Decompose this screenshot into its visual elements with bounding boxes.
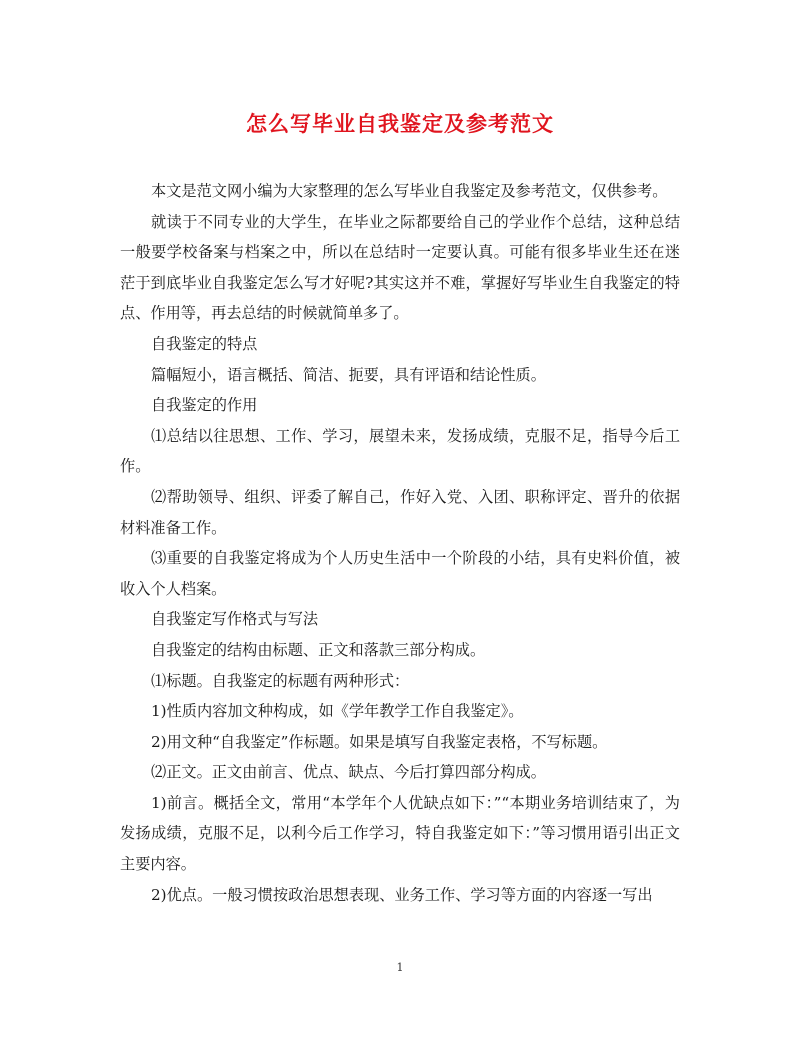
- paragraph-body-parts: ⑵正文。正文由前言、优点、缺点、今后打算四部分构成。: [151, 763, 546, 782]
- document-body: [120, 176, 680, 910]
- paragraph-title-form-1: 1)性质内容加文种构成，如《学年教学工作自我鉴定》。: [151, 702, 524, 721]
- paragraph-preface: 1)前言。概括全文，常用“本学年个人优缺点如下：”“本期业务培训结束了，为发扬成绩，克服不足，以利今后工作学习，特自我鉴定如下：”等习惯用语引出正文主要内容。: [120, 793, 680, 874]
- page-number: 1: [396, 961, 404, 974]
- paragraph-background: 就读于不同专业的大学生，在毕业之际都要给自己的学业作个总结，这种总结一般要学校备案与档案之中，所以在总结时一定要认真。可能有很多毕业生还在迷茫于到底毕业自我鉴定怎么写才好呢?其实这并不难，掌握好写毕业生自我鉴定的特点、作用等，再去总结的时候就简单多了。: [120, 212, 680, 323]
- paragraph-intro: 本文是范文网小编为大家整理的怎么写毕业自我鉴定及参考范文，仅供参考。: [151, 182, 668, 200]
- paragraph-strengths: 2)优点。一般习惯按政治思想表现、业务工作、学习等方面的内容逐一写出: [151, 885, 653, 904]
- paragraph-purpose-3: ⑶重要的自我鉴定将成为个人历史生活中一个阶段的小结，具有史料价值，被收入个人档案。: [120, 549, 680, 598]
- section-heading-format: 自我鉴定写作格式与写法: [151, 610, 319, 629]
- section-heading-purpose: 自我鉴定的作用: [151, 396, 258, 415]
- paragraph-structure: 自我鉴定的结构由标题、正文和落款三部分构成。: [151, 640, 486, 659]
- section-heading-features: 自我鉴定的特点: [151, 334, 258, 353]
- paragraph-title-forms: ⑴标题。自我鉴定的标题有两种形式：: [151, 671, 410, 690]
- document-title: 怎么写毕业自我鉴定及参考范文: [246, 111, 554, 136]
- paragraph-features: 篇幅短小，语言概括、简洁、扼要，具有评语和结论性质。: [151, 365, 546, 384]
- paragraph-title-form-2: 2)用文种“自我鉴定”作标题。如果是填写自我鉴定表格，不写标题。: [151, 732, 608, 751]
- paragraph-purpose-1: ⑴总结以往思想、工作、学习，展望未来，发扬成绩，克服不足，指导今后工作。: [120, 426, 680, 476]
- paragraph-purpose-2: ⑵帮助领导、组织、评委了解自己，作好入党、入团、职称评定、晋升的依据材料准备工作。: [120, 487, 680, 537]
